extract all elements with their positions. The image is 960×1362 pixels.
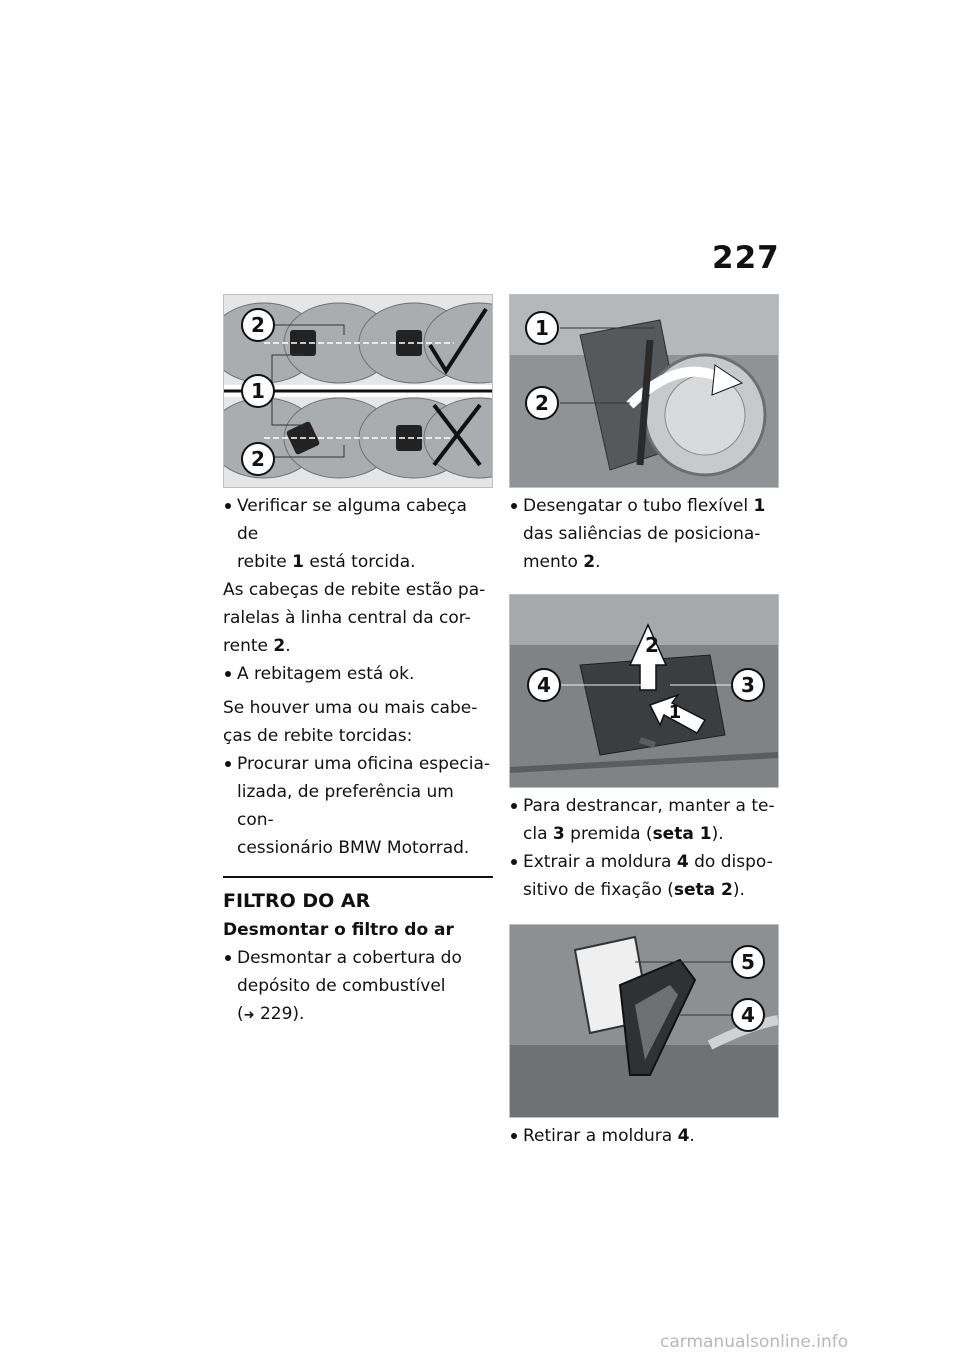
figure-label: 5 — [741, 950, 755, 974]
list-item: Verificar se alguma cabeça de rebite 1 está torcida. — [223, 492, 493, 576]
figure-label: 4 — [741, 1003, 755, 1027]
figure-label: 1 — [251, 379, 265, 403]
page-reference-link[interactable]: 229 — [259, 1004, 293, 1024]
list-item: Extrair a moldura 4 do dispo- sitivo de fixação (seta 2). — [509, 848, 779, 904]
rivet-figure — [223, 294, 493, 488]
subsection-title: Desmontar o filtro do ar — [223, 920, 454, 940]
list-item: A rebitagem está ok. — [223, 660, 493, 688]
right-column — [509, 294, 779, 1150]
figure-label: 2 — [535, 391, 549, 415]
arrow-label: 2 — [645, 633, 659, 657]
condition-text: Se houver uma ou mais cabe- ças de rebite torcidas: — [223, 698, 478, 746]
page-number: 227 — [712, 240, 780, 276]
list-item: Desmontar a cobertura do depósito de combustível (➜ 229). — [223, 944, 493, 1030]
section-title: FILTRO DO AR — [223, 890, 371, 912]
figure-label: 2 — [251, 313, 265, 337]
figure-label: 1 — [535, 316, 549, 340]
list-item: Para destrancar, manter a te- cla 3 premida (seta 1). — [509, 792, 779, 848]
hose-figure — [509, 294, 779, 488]
figure-label: 2 — [251, 447, 265, 471]
watermark-text: carmanualsonline.info — [660, 1332, 849, 1352]
section-divider — [223, 876, 493, 878]
list-item: Retirar a moldura 4. — [509, 1122, 779, 1150]
list-item: Desengatar o tubo flexível 1 das saliências de posiciona- mento 2. — [509, 492, 779, 576]
figure-label: 4 — [537, 673, 551, 697]
left-column — [223, 294, 493, 1030]
frame-release-figure — [509, 594, 779, 788]
page-reference-arrow-icon: ➜ — [243, 1008, 255, 1023]
result-text: As cabeças de rebite estão pa- ralelas à linha central da cor- rente 2. — [223, 580, 486, 656]
list-item: Procurar uma oficina especia- lizada, de preferência um con- cessionário BMW Motorrad. — [223, 750, 493, 862]
arrow-label: 1 — [668, 702, 682, 723]
frame-removal-figure — [509, 924, 779, 1118]
figure-label: 3 — [741, 673, 755, 697]
